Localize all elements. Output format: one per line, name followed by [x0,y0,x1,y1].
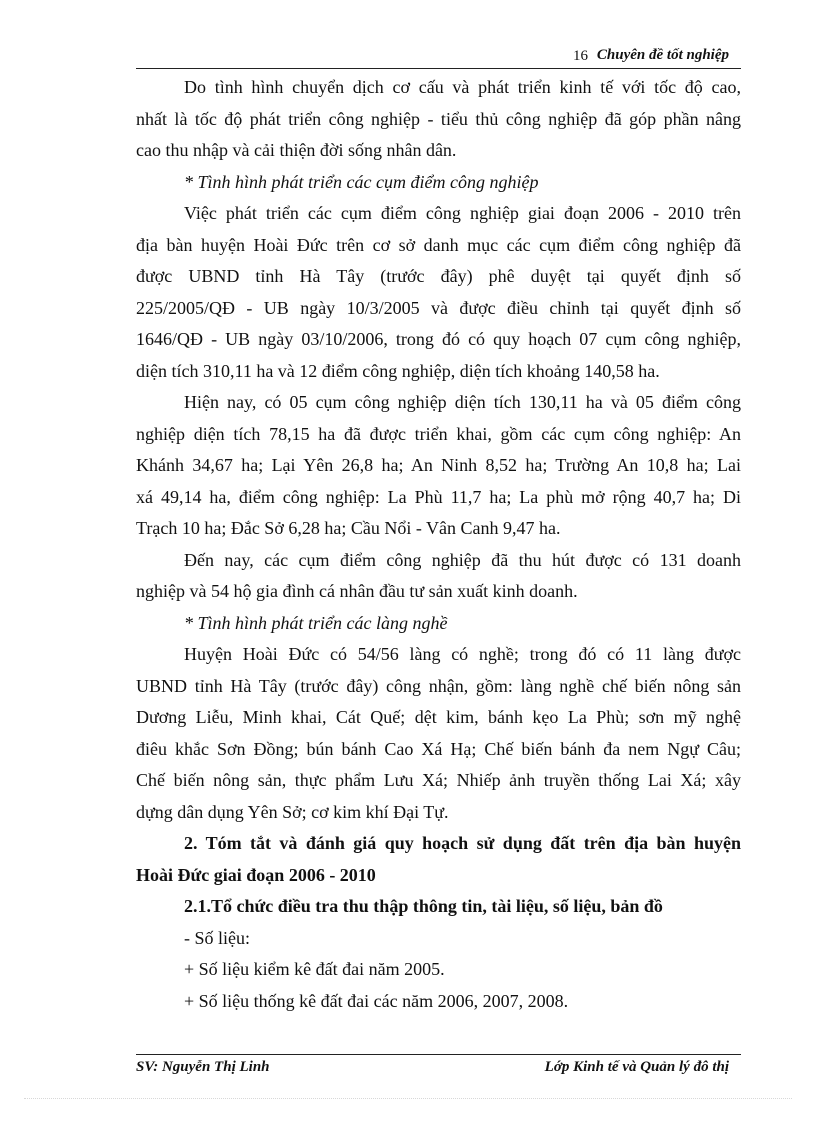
section-subheading: * Tình hình phát triển các cụm điểm công nghiệp [184,171,539,192]
page-header [136,44,741,69]
header-title: Chuyên đề tốt nghiệp [596,47,729,63]
list-item: - Số liệu: [184,927,250,948]
body-line: xá 49,14 ha, điểm công nghiệp: La Phù 11,7 ha; La phù mở rộng 40,7 ha; Di [136,486,741,507]
body-line: UBND tỉnh Hà Tây (trước đây) công nhận, gồm: làng nghề chế biến nông sản [136,675,741,696]
body-line: Hiện nay, có 05 cụm công nghiệp diện tích 130,11 ha và 05 điểm công [184,392,741,412]
body-line: Huyện Hoài Đức có 54/56 làng có nghề; trong đó có 11 làng được [184,644,741,664]
footer-student: SV: Nguyễn Thị Linh [136,1059,270,1075]
list-item: + Số liệu thống kê đất đai các năm 2006, 2007, 2008. [184,990,569,1011]
body-line: nghiệp và 54 hộ gia đình cá nhân đầu tư sản xuất kinh doanh. [136,581,578,601]
body-line: Việc phát triển các cụm điểm công nghiệp giai đoạn 2006 - 2010 trên [184,203,741,223]
body-line: 225/2005/QĐ - UB ngày 10/3/2005 và được điều chỉnh tại quyết định số [136,297,741,318]
page-bottom-border [24,1098,792,1099]
body-line: Đến nay, các cụm điểm công nghiệp đã thu hút được có 131 doanh [184,549,741,570]
body-line: Do tình hình chuyển dịch cơ cấu và phát triển kinh tế với tốc độ cao, [184,77,741,97]
body-line: điêu khắc Sơn Đồng; bún bánh Cao Xá Hạ; Chế biến bánh đa nem Ngự Câu; [136,738,741,759]
body-line: cao thu nhập và cải thiện đời sống nhân dân. [136,140,457,160]
section-subheading: * Tình hình phát triển các làng nghề [184,612,448,633]
section-heading: 2. Tóm tắt và đánh giá quy hoạch sử dụng đất trên địa bàn huyện [184,833,741,853]
list-item: + Số liệu kiểm kê đất đai năm 2005. [184,959,445,979]
body-line: nhất là tốc độ phát triển công nghiệp - tiểu thủ công nghiệp đã góp phần nâng [136,108,741,129]
body-line: Chế biến nông sản, thực phẩm Lưu Xá; Nhiếp ảnh truyền thống Lai Xá; xây [136,770,741,790]
body-line: Trạch 10 ha; Đắc Sở 6,28 ha; Cầu Nổi - Vân Canh 9,47 ha. [136,518,561,538]
body-line: diện tích 310,11 ha và 12 điểm công nghiệp, diện tích khoảng 140,58 ha. [136,360,660,381]
footer-class: Lớp Kinh tế và Quản lý đô thị [544,1059,729,1075]
subsection-heading: 2.1.Tổ chức điều tra thu thập thông tin, tài liệu, số liệu, bản đồ [184,896,663,916]
body-line: địa bàn huyện Hoài Đức trên cơ sở danh mục các cụm điểm công nghiệp đã [136,234,741,255]
body-line: được UBND tỉnh Hà Tây (trước đây) phê duyệt tại quyết định số [136,266,741,286]
body-line: nghiệp diện tích 78,15 ha đã được triển khai, gồm các cụm công nghiệp: An [136,423,741,444]
page-number: 16 [573,48,588,64]
body-line: dựng dân dụng Yên Sở; cơ kim khí Đại Tự. [136,801,449,822]
body-line: Dương Liễu, Minh khai, Cát Quế; dệt kim, bánh kẹo La Phù; sơn mỹ nghệ [136,707,741,727]
document-body [136,72,741,1017]
body-line: 1646/QĐ - UB ngày 03/10/2006, trong đó có quy hoạch 07 cụm công nghiệp, [136,329,741,349]
section-heading: Hoài Đức giai đoạn 2006 - 2010 [136,864,376,885]
page-footer [136,1054,741,1081]
body-line: Khánh 34,67 ha; Lại Yên 26,8 ha; An Ninh 8,52 ha; Trường An 10,8 ha; Lai [136,455,741,475]
